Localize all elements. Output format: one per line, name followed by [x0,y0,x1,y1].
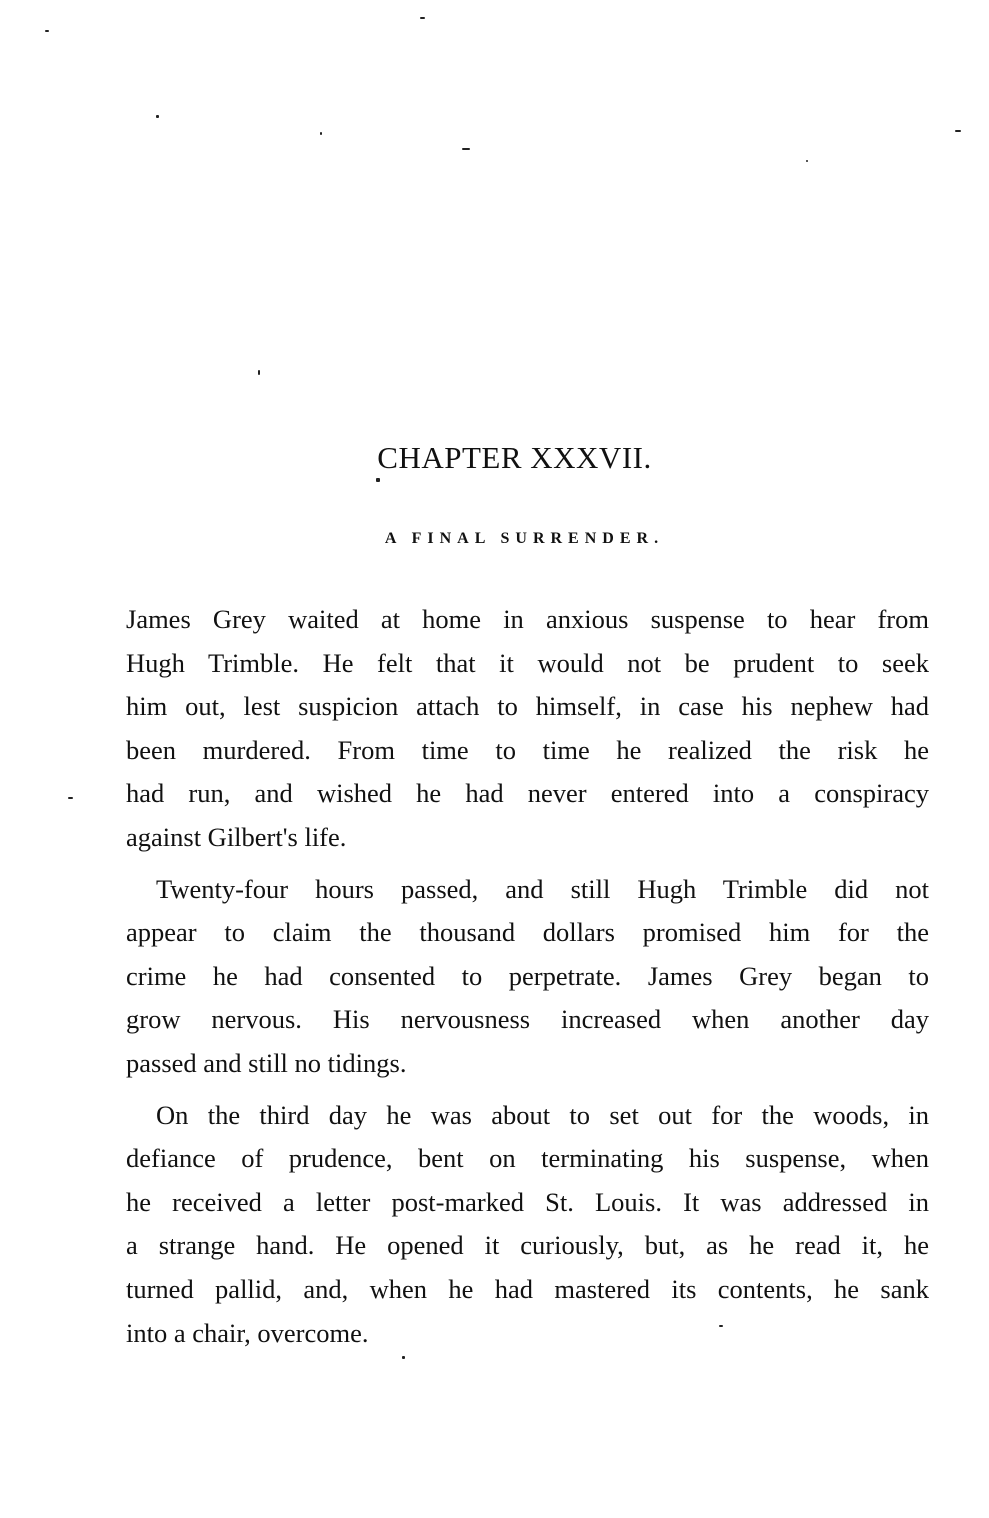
text-line: passed and still no tidings. [126,1047,407,1078]
text-line: appear to claim the thousand dollars promised him for the [126,917,929,948]
scan-speck [462,148,470,150]
scan-speck [420,17,425,19]
scan-speck [258,370,260,375]
chapter-title: CHAPTER XXXVII. [377,440,652,475]
body-text [126,598,929,1355]
paragraph [126,868,929,1086]
text-line: Hugh Trimble. He felt that it would not be prudent to seek [126,647,929,678]
scan-speck [376,478,380,482]
text-line: grow nervous. His nervousness increased when another day [126,1004,929,1035]
scan-speck [68,797,73,799]
text-line: turned pallid, and, when he had mastered its contents, he sank [126,1273,929,1304]
paragraph [126,1094,929,1356]
scan-speck [955,130,961,132]
scan-speck [402,1356,405,1359]
text-line: On the third day he was about to set out for the woods, in [156,1099,929,1130]
text-line: into a chair, overcome. [126,1317,369,1348]
text-line: he received a letter post-marked St. Louis. It was addressed in [126,1186,929,1217]
text-line: had run, and wished he had never entered into a conspiracy [126,778,929,809]
scan-speck [45,30,49,32]
text-line: Twenty-four hours passed, and still Hugh Trimble did not [156,873,929,904]
text-line: defiance of prudence, bent on terminating his suspense, when [126,1143,929,1174]
scan-speck [156,115,159,118]
text-line: against Gilbert's life. [126,821,347,852]
paragraph [126,598,929,860]
text-line: crime he had consented to perpetrate. James Grey began to [126,960,929,991]
text-line: him out, lest suspicion attach to himself, in case his nephew had [126,691,929,722]
scan-speck [320,132,322,135]
text-line: been murdered. From time to time he realized the risk he [126,734,929,765]
text-line: James Grey waited at home in anxious suspense to hear from [126,604,929,634]
text-line: a strange hand. He opened it curiously, but, as he read it, he [126,1230,929,1261]
scan-speck [806,160,808,162]
chapter-subtitle: A FINAL SURRENDER. [384,530,665,547]
